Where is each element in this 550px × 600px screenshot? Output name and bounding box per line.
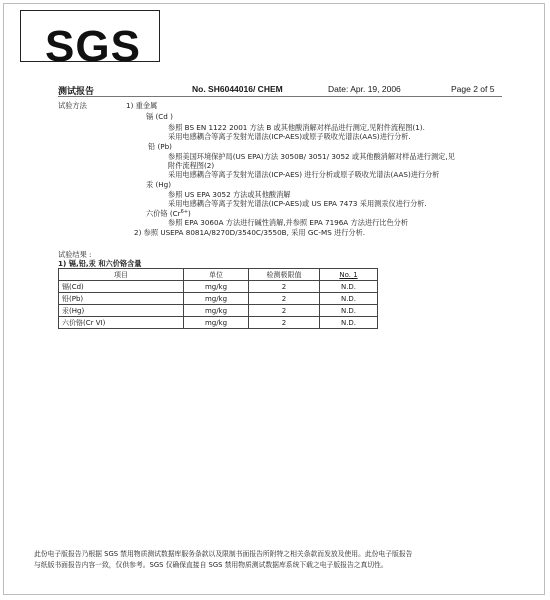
pb-title: 铅 (Pb) xyxy=(148,142,172,151)
cr-line-1: 参照 EPA 3060A 方法进行碱性消解,并参照 EPA 7196A 方法进行比色分析 xyxy=(168,218,409,227)
results-subtitle: 1) 镉,铅,汞 和六价铬含量 xyxy=(58,259,142,268)
cr-title-text: 六价铬 (Cr xyxy=(146,209,181,218)
cell-result: N.D. xyxy=(320,317,378,329)
method-item-2: 2) 参照 USEPA 8081A/8270D/3540C/3550B, 采用 GC-MS 进行分析. xyxy=(134,228,366,237)
table-row xyxy=(59,305,378,317)
cell-result: N.D. xyxy=(320,293,378,305)
cd-line-2: 采用电感耦合等离子发射光谱法(ICP-AES)或原子吸收光谱法(AAS)进行分析. xyxy=(168,132,411,141)
cell-item: 铅(Pb) xyxy=(59,293,184,305)
cr-title-close: ) xyxy=(188,209,191,218)
col-sample-1: No. 1 xyxy=(320,269,378,281)
cell-unit: mg/kg xyxy=(184,305,249,317)
col-unit: 单位 xyxy=(184,269,249,281)
cell-unit: mg/kg xyxy=(184,281,249,293)
cell-limit: 2 xyxy=(249,305,320,317)
cell-result: N.D. xyxy=(320,281,378,293)
table-row xyxy=(59,317,378,329)
method-item-1: 1) 重金属 xyxy=(126,101,158,110)
report-number: No. SH6044016/ CHEM xyxy=(192,84,283,94)
table-row xyxy=(59,293,378,305)
cell-unit: mg/kg xyxy=(184,293,249,305)
pb-line-3: 采用电感耦合等离子发射光谱法(ICP-AES) 进行分析或原子吸收光谱法(AAS)进行分析 xyxy=(168,170,440,179)
logo-text: SGS xyxy=(45,22,141,71)
hg-line-1: 参照 US EPA 3052 方法或其他酸消解 xyxy=(168,190,291,199)
report-date: Date: Apr. 19, 2006 xyxy=(328,84,401,94)
results-table xyxy=(58,268,378,329)
cell-limit: 2 xyxy=(249,293,320,305)
table-row xyxy=(59,281,378,293)
col-item: 项目 xyxy=(59,269,184,281)
pb-line-2: 附件流程图(2) xyxy=(168,161,215,170)
page-number: Page 2 of 5 xyxy=(451,84,495,94)
hg-title: 汞 (Hg) xyxy=(146,180,172,189)
cell-item: 六价铬(Cr VI) xyxy=(59,317,184,329)
pb-line-1: 参照美国环境保护局(US EPA)方法 3050B/ 3051/ 3052 或其他酸消解对样品进行测定,见 xyxy=(168,152,455,161)
hg-line-2: 采用电感耦合等离子发射光谱法(ICP-AES)或 US EPA 7473 采用测汞仪进行分析. xyxy=(168,199,427,208)
footer-disclaimer xyxy=(34,549,514,571)
cell-result: N.D. xyxy=(320,305,378,317)
cr-title xyxy=(146,208,191,218)
cell-unit: mg/kg xyxy=(184,317,249,329)
cr-superscript: 6+ xyxy=(180,209,189,215)
cell-limit: 2 xyxy=(249,317,320,329)
cell-limit: 2 xyxy=(249,281,320,293)
cell-item: 汞(Hg) xyxy=(59,305,184,317)
sgs-logo xyxy=(20,10,160,71)
method-label: 试验方法 xyxy=(58,101,87,110)
col-limit: 检测极限值 xyxy=(249,269,320,281)
footer-line-1: 此份电子版报告乃根据 SGS 禁用物质测试数据库服务条款以及限制书面报告所附特之相关条款而发放及使用。此份电子版报告 xyxy=(34,550,413,558)
table-header-row xyxy=(59,269,378,281)
cd-title: 镉 (Cd ) xyxy=(146,112,173,121)
report-title: 测试报告 xyxy=(58,86,95,96)
header-divider xyxy=(58,96,502,97)
cell-item: 镉(Cd) xyxy=(59,281,184,293)
cd-line-1: 参照 BS EN 1122 2001 方法 B 或其他酸消解对样品进行测定,见附件流程图(1). xyxy=(168,123,425,132)
footer-line-2: 与纸版书面报告内容一致，仅供参考。SGS 仅确保直接自 SGS 禁用物质测试数据库系统下载之电子版报告之真切性。 xyxy=(34,561,388,569)
results-label: 试验结果 : xyxy=(58,250,92,259)
